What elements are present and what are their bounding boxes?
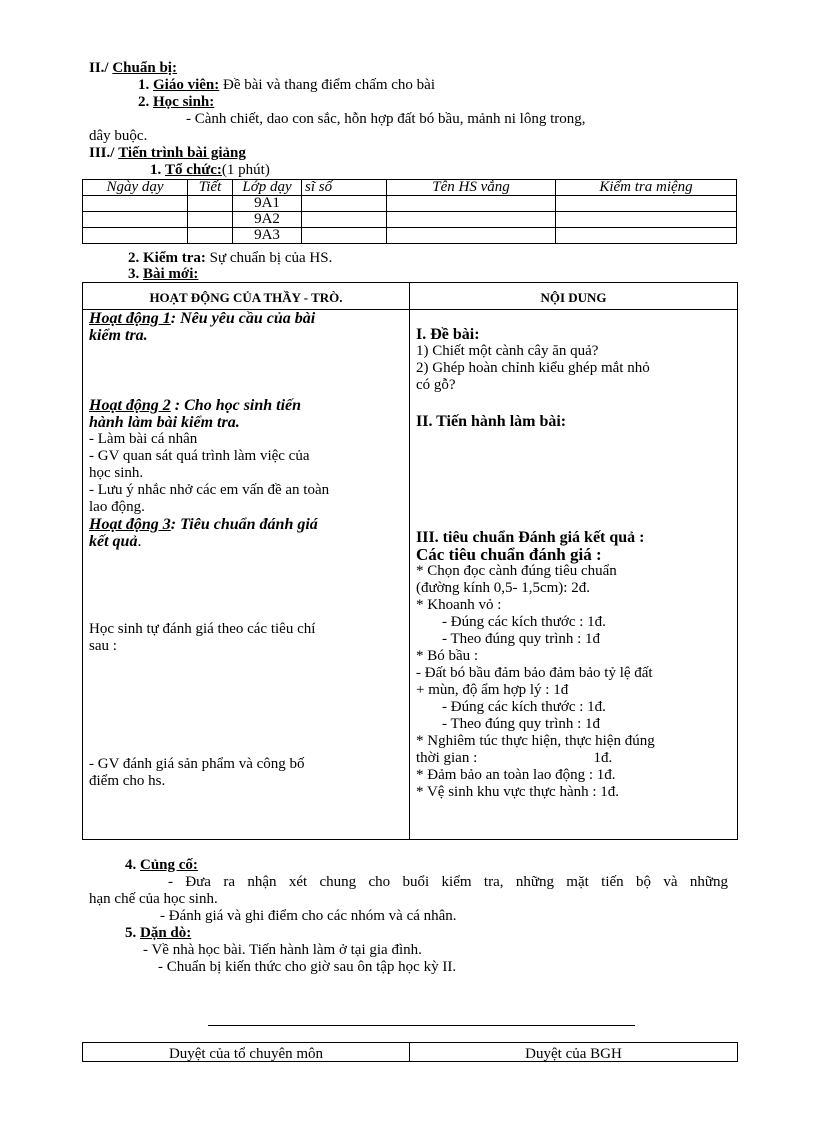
section-3-num: III./ — [89, 145, 115, 161]
criteria-line: + mùn, độ ẩm hợp lý : 1đ — [416, 682, 569, 698]
procedure-title: II. Tiến hành làm bài: — [416, 413, 567, 430]
criteria-line: * Bó bầu : — [416, 648, 479, 664]
activity-1-label: Hoạt động 1 — [89, 310, 171, 327]
check-line — [128, 250, 332, 267]
new-lesson-line — [128, 266, 198, 283]
homework-line-1: - Về nhà học bài. Tiến hành làm ở tại gia đình. — [143, 942, 422, 958]
class-cell: 9A1 — [233, 196, 302, 212]
section-2-num: II./ — [89, 60, 109, 76]
section-3-heading — [89, 145, 246, 162]
approval-department: Duyệt của tổ chuyên môn — [83, 1043, 410, 1061]
teacher-label: Giáo viên: — [153, 77, 220, 93]
homework-label: Dặn dò: — [140, 925, 192, 941]
criteria-line: - Đất bó bầu đảm bảo đảm bảo tỷ lệ đất — [416, 665, 653, 681]
new-lesson-num: 3. — [128, 266, 140, 282]
activity-3-title-a: : Tiêu chuẩn đánh giá — [170, 516, 318, 533]
criteria-list-title: Các tiêu chuẩn đánh giá : — [416, 545, 602, 564]
criteria-line: - Theo đúng quy trình : 1đ — [442, 631, 601, 647]
activity-1 — [89, 310, 401, 344]
exam-title: I. Đề bài: — [416, 326, 480, 343]
consolidate-line-2: hạn chế của học sinh. — [89, 891, 218, 907]
content-column-header: NỘI DUNG — [410, 283, 737, 310]
gv-eval-line-2: điểm cho hs. — [89, 773, 166, 789]
consolidate-label: Củng cố: — [140, 857, 198, 873]
org-num: 1. — [150, 162, 162, 178]
lesson-activity-table — [82, 282, 738, 840]
activity-3 — [89, 516, 401, 550]
header-count: sĩ số — [302, 180, 387, 196]
teacher-line — [138, 77, 435, 94]
attendance-row — [83, 228, 737, 244]
student-label: Học sinh: — [153, 94, 215, 110]
criteria-line: * Khoanh vỏ : — [416, 597, 502, 613]
question-2-line-1: 2) Ghép hoàn chỉnh kiểu ghép mắt nhỏ — [416, 360, 650, 376]
student-text-1: - Cành chiết, dao con sắc, hỗn hợp đất bó bầu, mảnh ni lông trong, — [186, 111, 586, 127]
activity-2-title-a: : Cho học sinh tiến — [170, 397, 302, 414]
criteria-line: * Chọn đọc cành đúng tiêu chuẩn — [416, 563, 617, 579]
criteria-line: (đường kính 0,5- 1,5cm): 2đ. — [416, 580, 590, 596]
self-eval-line-2: sau : — [89, 638, 117, 654]
header-class: Lớp dạy — [233, 180, 302, 196]
student-num: 2. — [138, 94, 150, 110]
activity-3-title-b: kết quả — [89, 533, 138, 550]
activity-2-line-4: - Lưu ý nhắc nhở các em vấn đề an toàn — [89, 482, 330, 498]
header-period: Tiết — [188, 180, 233, 196]
activity-2-line-2: - GV quan sát quá trình làm việc của — [89, 448, 310, 464]
activity-2-label: Hoạt động 2 — [89, 397, 171, 414]
criteria-line: * Vệ sinh khu vực thực hành : 1đ. — [416, 784, 620, 800]
activity-3-title-dot: . — [137, 533, 142, 550]
section-3-title: Tiến trình bài giảng — [118, 145, 246, 161]
teacher-text: Đề bài và thang điểm chấm cho bài — [223, 77, 436, 93]
activity-2-line-3: học sinh. — [89, 465, 144, 481]
attendance-table — [82, 179, 737, 244]
criteria-line: - Đúng các kích thước : 1đ. — [442, 614, 606, 630]
org-time: (1 phút) — [221, 162, 270, 178]
approval-table — [82, 1042, 738, 1062]
section-2-heading — [89, 60, 177, 77]
check-num: 2. — [128, 250, 140, 266]
student-line — [138, 94, 214, 111]
consolidate-heading — [125, 857, 198, 874]
student-text-2: dây buộc. — [89, 128, 148, 144]
activity-3-label: Hoạt động 3 — [89, 516, 171, 533]
check-label: Kiểm tra: — [143, 250, 206, 266]
criteria-line: * Nghiêm túc thực hiện, thực hiện đúng — [416, 733, 655, 749]
activity-1-title-a: : Nêu yêu cầu của bài — [170, 310, 316, 327]
organization-line — [150, 162, 270, 179]
section-2-title: Chuẩn bị: — [112, 60, 177, 76]
new-lesson-label: Bài mới: — [143, 266, 199, 282]
homework-line-2: - Chuẩn bị kiến thức cho giờ sau ôn tập học kỳ II. — [158, 959, 457, 975]
consolidate-num: 4. — [125, 857, 137, 873]
gv-eval-line-1: - GV đánh giá sản phẩm và công bố — [89, 756, 305, 772]
class-cell: 9A3 — [233, 228, 302, 244]
class-cell: 9A2 — [233, 212, 302, 228]
criteria-line: - Đúng các kích thước : 1đ. — [442, 699, 606, 715]
activity-1-title-b: kiểm tra. — [89, 327, 148, 344]
header-absent: Tên HS vắng — [387, 180, 556, 196]
approval-board: Duyệt của BGH — [525, 1046, 622, 1062]
criteria-section-title: III. tiêu chuẩn Đánh giá kết quả : — [416, 529, 645, 546]
criteria-line: * Đảm bảo an toàn lao động : 1đ. — [416, 767, 616, 783]
header-date: Ngày dạy — [83, 180, 188, 196]
activity-2-line-1: - Làm bài cá nhân — [89, 431, 198, 447]
activity-column-header: HOẠT ĐỘNG CỦA THẦY - TRÒ. — [83, 283, 409, 310]
criteria-line: thời gian : 1đ. — [416, 750, 613, 766]
attendance-row — [83, 212, 737, 228]
consolidate-line-1: - Đưa ra nhận xét chung cho buổi kiểm tra, những mặt tiến bộ và những — [168, 874, 728, 890]
consolidate-line-3: - Đánh giá và ghi điểm cho các nhóm và cá nhân. — [160, 908, 457, 924]
teacher-num: 1. — [138, 77, 150, 93]
homework-heading — [125, 925, 191, 942]
org-label: Tổ chức: — [165, 162, 222, 178]
self-eval-line-1: Học sinh tự đánh giá theo các tiêu chí — [89, 621, 316, 637]
content-column — [410, 283, 737, 839]
attendance-header-row — [83, 180, 737, 196]
question-1: 1) Chiết một cành cây ăn quả? — [416, 343, 599, 359]
divider-line — [208, 1025, 635, 1026]
activity-2-title-b: hành làm bài kiểm tra. — [89, 414, 240, 431]
homework-num: 5. — [125, 925, 137, 941]
activity-2 — [89, 397, 401, 431]
activity-2-line-5: lao động. — [89, 499, 145, 515]
check-text: Sự chuẩn bị của HS. — [209, 250, 333, 266]
criteria-line: - Theo đúng quy trình : 1đ — [442, 716, 601, 732]
activity-column — [83, 283, 410, 839]
question-2-line-2: có gỗ? — [416, 377, 456, 393]
header-oral-check: Kiểm tra miệng — [556, 180, 737, 196]
attendance-row — [83, 196, 737, 212]
